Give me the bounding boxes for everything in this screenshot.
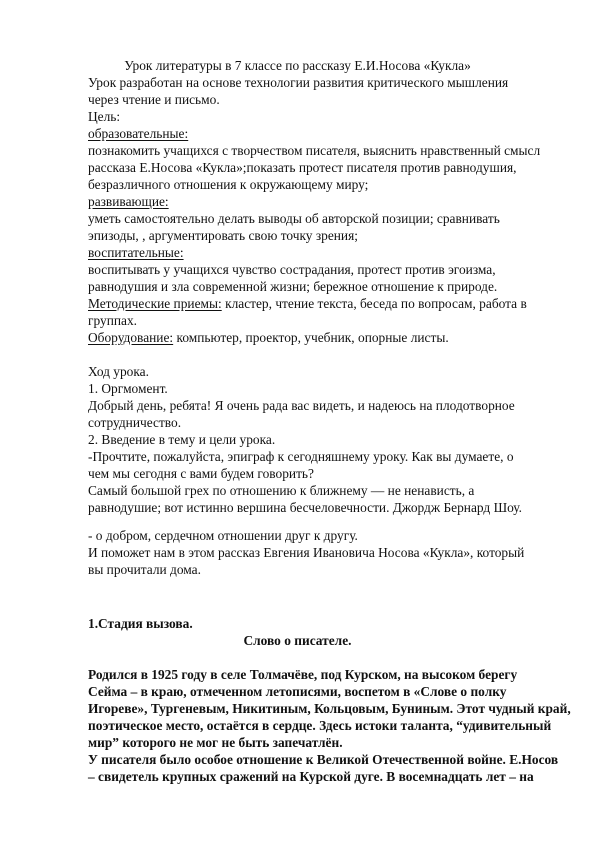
text-line: 2. Введение в тему и цели урока. bbox=[88, 432, 276, 447]
text-line: вы прочитали дома. bbox=[88, 562, 201, 577]
section-heading: развивающие: bbox=[88, 194, 169, 209]
stage-heading: 1.Стадия вызова. bbox=[88, 616, 193, 631]
subheading-writer: Слово о писателе. bbox=[243, 633, 352, 648]
text-line: Добрый день, ребята! Я очень рада вас видеть, и надеюсь на плодотворное bbox=[88, 398, 515, 413]
text-line: рассказа Е.Носова «Кукла»;показать протест писателя против равнодушия, bbox=[88, 160, 517, 175]
text-line: группах. bbox=[88, 313, 138, 328]
section-heading: воспитательные: bbox=[88, 245, 184, 260]
bio-line: Сейма – в краю, отмеченном летописями, воспетом в «Слове о полку bbox=[88, 684, 507, 699]
bio-line: мир” которого не мог не быть запечатлён. bbox=[88, 735, 343, 750]
bio-line: Игореве», Тургеневым, Никитиным, Кольцовым, Буниным. Этот чудный край, bbox=[88, 701, 571, 716]
text-line: И поможет нам в этом рассказ Евгения Ивановича Носова «Кукла», который bbox=[88, 545, 525, 560]
text-line: уметь самостоятельно делать выводы об авторской позиции; сравнивать bbox=[88, 211, 500, 226]
methods-text: кластер, чтение текста, беседа по вопросам, работа в bbox=[221, 296, 527, 311]
bio-line: Родился в 1925 году в селе Толмачёве, под Курском, на высоком берегу bbox=[88, 667, 518, 682]
section-heading: образовательные: bbox=[88, 126, 189, 141]
text-line: - о добром, сердечном отношении друг к другу. bbox=[88, 528, 358, 543]
text-line: Ход урока. bbox=[88, 364, 149, 379]
text-line: через чтение и письмо. bbox=[88, 92, 220, 107]
text-line: сотрудничество. bbox=[88, 415, 182, 430]
text-line: воспитывать у учащихся чувство сострадания, протест против эгоизма, bbox=[88, 262, 496, 277]
text-line: эпизоды, , аргументировать свою точку зрения; bbox=[88, 228, 358, 243]
text-line: -Прочтите, пожалуйста, эпиграф к сегодняшнему уроку. Как вы думаете, о bbox=[88, 449, 514, 464]
methods-line bbox=[88, 295, 527, 312]
text-line: 1. Оргмомент. bbox=[88, 381, 168, 396]
equipment-line bbox=[88, 329, 449, 346]
equipment-text: компьютер, проектор, учебник, опорные листы. bbox=[173, 330, 449, 345]
bio-line: У писателя было особое отношение к Великой Отечественной войне. Е.Носов bbox=[88, 752, 559, 767]
text-line: чем мы сегодня с вами будем говорить? bbox=[88, 466, 314, 481]
methods-label: Методические приемы: bbox=[88, 296, 222, 311]
text-line: равнодушия и зла современной жизни; бережное отношение к природе. bbox=[88, 279, 498, 294]
equipment-label: Оборудование: bbox=[88, 330, 174, 345]
text-line: познакомить учащихся с творчеством писателя, выяснить нравственный смысл bbox=[88, 143, 541, 158]
text-line: Урок разработан на основе технологии развития критического мышления bbox=[88, 75, 509, 90]
doc-title: Урок литературы в 7 классе по рассказу Е.И.Носова «Кукла» bbox=[124, 58, 471, 73]
bio-line: поэтическое место, остаётся в сердце. Здесь истоки таланта, “удивительный bbox=[88, 718, 552, 733]
bio-line: – свидетель крупных сражений на Курской дуге. В восемнадцать лет – на bbox=[88, 769, 534, 784]
text-line: безразличного отношения к окружающему миру; bbox=[88, 177, 369, 192]
epigraph-line: равнодушие; вот истинно вершина бесчеловечности. Джордж Бернард Шоу. bbox=[88, 500, 522, 515]
epigraph-line: Самый большой грех по отношению к ближнему — не ненависть, а bbox=[88, 483, 475, 498]
text-line: Цель: bbox=[88, 109, 121, 124]
